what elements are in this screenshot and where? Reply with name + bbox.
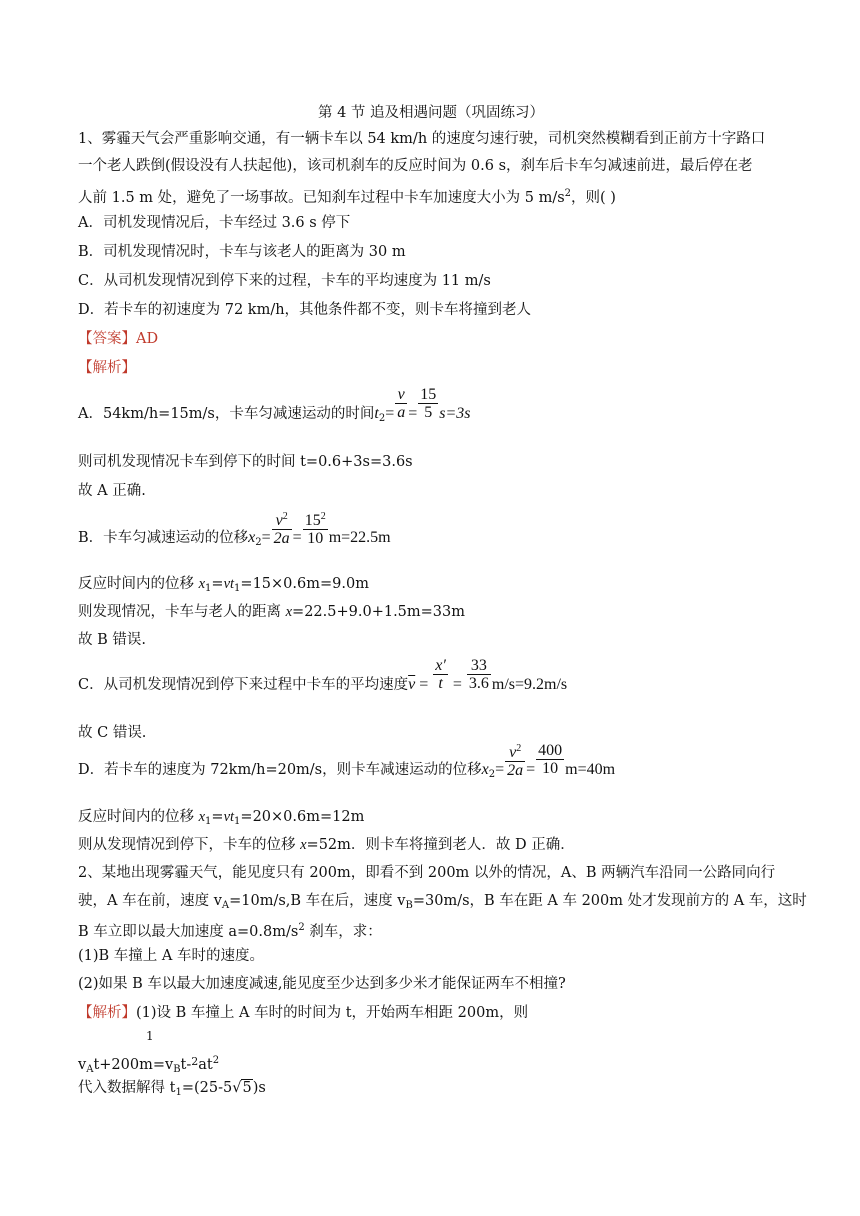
q1-analysis-label: 【解析】 xyxy=(78,360,136,376)
q2-stem-line-2: 驶，A 车在前，速度 $v_A=10m/s,B$ 车在后，速度 $v_B=30m/s$，B 车在距 A 车 200m 处才发现前方的 A 车，这时 xyxy=(78,893,807,911)
q2-sub-question-1: (1)B 车撞上 A 车时的速度。 xyxy=(78,948,264,964)
q1-analysis-c-line-2: 故 C 错误. xyxy=(78,725,147,741)
q1-analysis-a-line-3: 故 A 正确. xyxy=(78,483,146,499)
q1-analysis-d-line-2: 反应时间内的位移 $x_1=vt_1=20\times 0.6m=12m$ xyxy=(78,809,365,827)
q1-analysis-c-line-1: C．从司机发现情况到停下来过程中卡车的平均速度$\overline{v}$ = $\frac{x'}{t}$ = $\frac{33}{3.6}$ m/s=9.2m/s xyxy=(78,656,568,693)
q1-analysis-a-line-2: 则司机发现情况卡车到停下的时间 t=0.6+3s=3.6s xyxy=(78,454,413,470)
q2-result: 代入数据解得 $t_1=(25-5√5)s$ xyxy=(78,1080,266,1098)
q2-half-numerator: 1 xyxy=(146,1029,154,1043)
q1-answer xyxy=(78,328,784,350)
q1-analysis-d-line-1: D．若卡车的速度为 72km/h=20m/s，则卡车减速运动的位移$x_2=$ $\frac{v^2}{2a}$ = $\frac{400}{10}$ m=40m xyxy=(78,741,616,780)
q1-option-d: D．若卡车的初速度为 72 km/h，其他条件都不变，则卡车将撞到老人 xyxy=(78,302,532,318)
q1-option-a: A．司机发现情况后，卡车经过 3.6 s 停下 xyxy=(78,215,351,231)
q1-stem-line-2: 一个老人跌倒(假设没有人扶起他)，该司机刹车的反应时间为 0.6 s，刹车后卡车匀减速前进，最后停在老 xyxy=(78,158,753,174)
answer-value: AD xyxy=(136,331,159,347)
q2-analysis-line: 【解析】(1)设 B 车撞上 A 车时的时间为 t，开始两车相距 200m，则 xyxy=(78,1005,529,1021)
q1-analysis-b-line-1: B．卡车匀减速运动的位移$x_2=$ $\frac{v^2}{2a}$ = $\frac{15^2}{10}$ m=22.5m xyxy=(78,510,391,548)
q2-stem-line-1: 2、某地出现雾霾天气，能见度只有 200m，即看不到 200m 以外的情况，A、B 两辆汽车沿同一公路同向行 xyxy=(78,865,776,881)
section-title: 第 4 节 追及相遇问题（巩固练习） xyxy=(317,105,545,121)
q1-stem-line-3: 人前 1.5 m 处，避免了一场事故。已知刹车过程中卡车加速度大小为 5 $m/s^2$，则( ) xyxy=(78,188,616,206)
q1-analysis-b-line-4: 故 B 错误. xyxy=(78,632,146,648)
q1-analysis-b-line-2: 反应时间内的位移 $x_1=vt_1=15\times 0.6m=9.0m$ xyxy=(78,576,369,594)
q1-stem-line-1: 1、雾霾天气会严重影响交通，有一辆卡车以 54 km/h 的速度匀速行驶，司机突然模糊看到正前方十字路口 xyxy=(78,131,766,147)
q1-analysis-d-line-3: 则从发现情况到停下，卡车的位移 x=52m．则卡车将撞到老人．故 D 正确． xyxy=(78,837,575,853)
q1-analysis-a-line-1: A．54km/h=15m/s，卡车匀减速运动的时间$t_2=$ $\frac{v}{a}$ = $\frac{15}{5}$ s=3s xyxy=(78,385,471,424)
q1-analysis-b-line-3: 则发现情况，卡车与老人的距离 x=22.5+9.0+1.5m=33m xyxy=(78,604,465,620)
q2-stem-line-3: B 车立即以最大加速度 $a=0.8m/s^2$ 刹车，求： xyxy=(78,922,382,940)
q2-sub-question-2: (2)如果 B 车以最大加速度减速,能见度至少达到多少米才能保证两车不相撞? xyxy=(78,976,566,992)
q2-equation: $v_At+200m=v_Bt-^2at^2$ xyxy=(78,1055,220,1075)
answer-label: 【答案】 xyxy=(78,331,136,347)
q1-option-b: B．司机发现情况时，卡车与该老人的距离为 30 m xyxy=(78,244,406,260)
q1-option-c: C．从司机发现情况到停下来的过程，卡车的平均速度为 11 m/s xyxy=(78,273,491,289)
